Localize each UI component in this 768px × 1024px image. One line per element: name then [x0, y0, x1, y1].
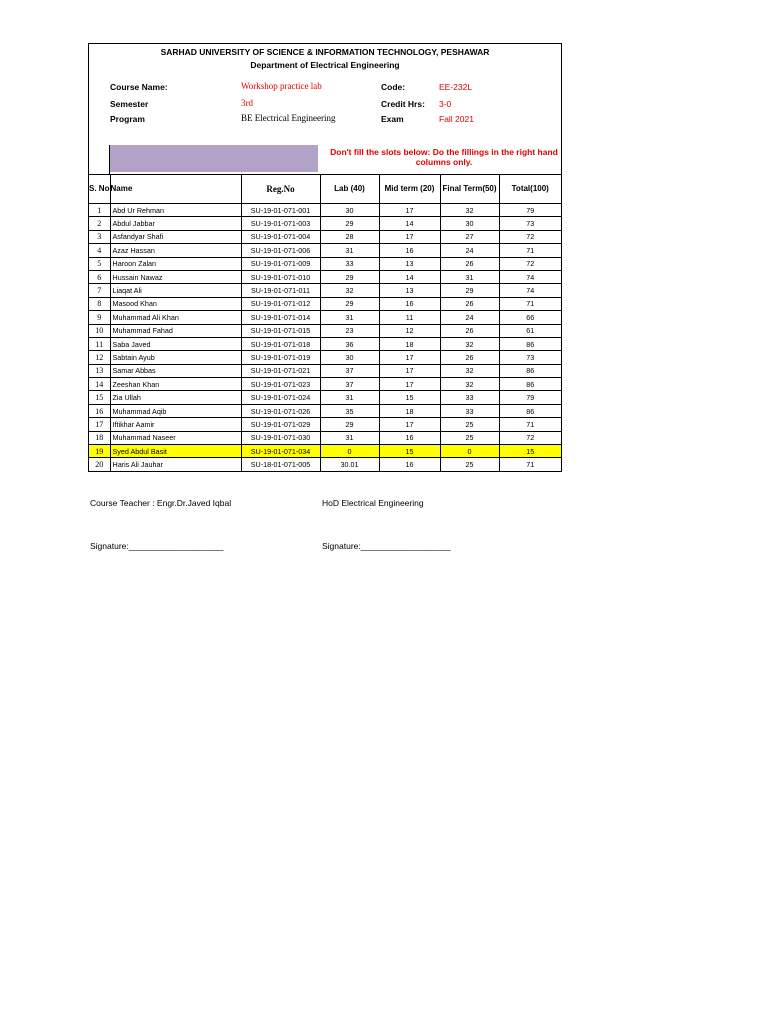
name-cell: Liaqat Ali — [110, 284, 241, 297]
sheet-header — [89, 44, 561, 175]
sno-cell: 8 — [89, 297, 110, 310]
col-header-name: Name — [110, 175, 241, 204]
divider — [109, 145, 110, 174]
table-row — [89, 324, 561, 337]
name-cell: Saba Javed — [110, 337, 241, 350]
midterm-cell: 16 — [379, 458, 440, 471]
regno-cell: SU-19-01-071-018 — [241, 337, 320, 350]
midterm-cell: 14 — [379, 217, 440, 230]
table-row — [89, 418, 561, 431]
col-header-finalterm: Final Term(50) — [440, 175, 499, 204]
sno-cell: 19 — [89, 445, 110, 458]
table-row — [89, 337, 561, 350]
course-name-label: Course Name: — [110, 82, 168, 92]
lab-cell: 23 — [320, 324, 379, 337]
midterm-cell: 13 — [379, 284, 440, 297]
name-cell: Muhammad Ali Khan — [110, 311, 241, 324]
lab-cell: 31 — [320, 311, 379, 324]
finalterm-cell: 32 — [440, 337, 499, 350]
midterm-cell: 17 — [379, 364, 440, 377]
total-cell: 74 — [499, 270, 561, 283]
name-cell: Azaz Hassan — [110, 244, 241, 257]
total-cell: 86 — [499, 378, 561, 391]
regno-cell: SU-19-01-071-021 — [241, 364, 320, 377]
midterm-cell: 13 — [379, 257, 440, 270]
lab-cell: 29 — [320, 270, 379, 283]
name-cell: Masood Khan — [110, 297, 241, 310]
finalterm-cell: 24 — [440, 311, 499, 324]
name-cell: Zia Ullah — [110, 391, 241, 404]
total-cell: 71 — [499, 418, 561, 431]
name-cell: Haroon Zalan — [110, 257, 241, 270]
name-cell: Abdul Jabbar — [110, 217, 241, 230]
midterm-cell: 11 — [379, 311, 440, 324]
finalterm-cell: 0 — [440, 445, 499, 458]
semester-value: 3rd — [241, 98, 253, 108]
regno-cell: SU-19-01-071-001 — [241, 204, 320, 217]
finalterm-cell: 25 — [440, 418, 499, 431]
midterm-cell: 17 — [379, 351, 440, 364]
midterm-cell: 15 — [379, 391, 440, 404]
exam-label: Exam — [381, 114, 404, 124]
sno-cell: 9 — [89, 311, 110, 324]
finalterm-cell: 32 — [440, 204, 499, 217]
table-row — [89, 311, 561, 324]
hod-label: HoD Electrical Engineering — [322, 498, 424, 508]
course-teacher: Course Teacher : Engr.Dr.Javed Iqbal — [90, 498, 232, 508]
lab-cell: 29 — [320, 418, 379, 431]
university-title: SARHAD UNIVERSITY OF SCIENCE & INFORMATION TECHNOLOGY, PESHAWAR — [160, 47, 490, 57]
credit-hrs-value: 3-0 — [439, 99, 452, 109]
lab-cell: 35 — [320, 404, 379, 417]
sno-cell: 7 — [89, 284, 110, 297]
lab-cell: 37 — [320, 364, 379, 377]
table-row — [89, 204, 561, 217]
lab-cell: 29 — [320, 297, 379, 310]
col-header-regno: Reg.No — [241, 175, 320, 204]
sno-cell: 6 — [89, 270, 110, 283]
col-header-sno: S. No — [89, 175, 110, 204]
midterm-cell: 17 — [379, 230, 440, 243]
regno-cell: SU-18-01-071-005 — [241, 458, 320, 471]
name-cell: Samar Abbas — [110, 364, 241, 377]
midterm-cell: 16 — [379, 244, 440, 257]
total-cell: 72 — [499, 257, 561, 270]
lab-cell: 36 — [320, 337, 379, 350]
finalterm-cell: 26 — [440, 257, 499, 270]
midterm-cell: 16 — [379, 297, 440, 310]
finalterm-cell: 30 — [440, 217, 499, 230]
name-cell: Muhammad Aqib — [110, 404, 241, 417]
total-cell: 86 — [499, 404, 561, 417]
total-cell: 72 — [499, 431, 561, 444]
finalterm-cell: 32 — [440, 378, 499, 391]
regno-cell: SU-19-01-071-010 — [241, 270, 320, 283]
fill-notice: Don't fill the slots below: Do the fillings in the right hand columns only. — [330, 147, 558, 167]
hod-signature: Signature:___________________ — [322, 541, 451, 551]
name-cell: Zeeshan Khan — [110, 378, 241, 391]
sno-cell: 3 — [89, 230, 110, 243]
total-cell: 61 — [499, 324, 561, 337]
table-row — [89, 351, 561, 364]
total-cell: 79 — [499, 391, 561, 404]
total-cell: 79 — [499, 204, 561, 217]
table-row — [89, 378, 561, 391]
department-title: Department of Electrical Engineering — [250, 60, 400, 70]
table-row — [89, 297, 561, 310]
finalterm-cell: 25 — [440, 431, 499, 444]
col-header-midterm: Mid term (20) — [379, 175, 440, 204]
finalterm-cell: 32 — [440, 364, 499, 377]
table-row — [89, 270, 561, 283]
regno-cell: SU-19-01-071-030 — [241, 431, 320, 444]
finalterm-cell: 26 — [440, 324, 499, 337]
midterm-cell: 18 — [379, 337, 440, 350]
midterm-cell: 14 — [379, 270, 440, 283]
finalterm-cell: 26 — [440, 351, 499, 364]
name-cell: Muhammad Fahad — [110, 324, 241, 337]
program-label: Program — [110, 114, 145, 124]
regno-cell: SU-19-01-071-006 — [241, 244, 320, 257]
midterm-cell: 16 — [379, 431, 440, 444]
name-cell: Sabtain Ayub — [110, 351, 241, 364]
sno-cell: 12 — [89, 351, 110, 364]
table-row — [89, 230, 561, 243]
table-row — [89, 257, 561, 270]
regno-cell: SU-19-01-071-011 — [241, 284, 320, 297]
sno-cell: 15 — [89, 391, 110, 404]
sno-cell: 13 — [89, 364, 110, 377]
midterm-cell: 17 — [379, 378, 440, 391]
course-name-value: Workshop practice lab — [241, 81, 322, 91]
regno-cell: SU-19-01-071-026 — [241, 404, 320, 417]
sno-cell: 16 — [89, 404, 110, 417]
table-row — [89, 217, 561, 230]
lab-cell: 32 — [320, 284, 379, 297]
col-header-lab: Lab (40) — [320, 175, 379, 204]
total-cell: 73 — [499, 217, 561, 230]
finalterm-cell: 26 — [440, 297, 499, 310]
sno-cell: 11 — [89, 337, 110, 350]
name-cell: Syed Abdul Basit — [110, 445, 241, 458]
col-header-total: Total(100) — [499, 175, 561, 204]
total-cell: 72 — [499, 230, 561, 243]
credit-hrs-label: Credit Hrs: — [381, 99, 425, 109]
table-header-row — [89, 175, 561, 204]
sno-cell: 4 — [89, 244, 110, 257]
regno-cell: SU-19-01-071-015 — [241, 324, 320, 337]
sno-cell: 10 — [89, 324, 110, 337]
midterm-cell: 15 — [379, 445, 440, 458]
midterm-cell: 17 — [379, 418, 440, 431]
name-cell: Asfandyar Shafi — [110, 230, 241, 243]
exam-value: Fall 2021 — [439, 114, 474, 124]
lab-cell: 33 — [320, 257, 379, 270]
sno-cell: 17 — [89, 418, 110, 431]
table-row — [89, 391, 561, 404]
lab-cell: 31 — [320, 431, 379, 444]
regno-cell: SU-19-01-071-014 — [241, 311, 320, 324]
name-cell: Muhammad Naseer — [110, 431, 241, 444]
program-value: BE Electrical Engineering — [241, 113, 336, 123]
finalterm-cell: 33 — [440, 404, 499, 417]
lab-cell: 31 — [320, 244, 379, 257]
purple-block — [110, 145, 318, 172]
sno-cell: 2 — [89, 217, 110, 230]
table-row — [89, 404, 561, 417]
regno-cell: SU-19-01-071-034 — [241, 445, 320, 458]
regno-cell: SU-19-01-071-019 — [241, 351, 320, 364]
lab-cell: 30 — [320, 204, 379, 217]
midterm-cell: 12 — [379, 324, 440, 337]
table-row — [89, 284, 561, 297]
total-cell: 71 — [499, 458, 561, 471]
table-row — [89, 431, 561, 444]
total-cell: 71 — [499, 297, 561, 310]
total-cell: 71 — [499, 244, 561, 257]
code-label: Code: — [381, 82, 406, 92]
name-cell: Hussain Nawaz — [110, 270, 241, 283]
total-cell: 15 — [499, 445, 561, 458]
lab-cell: 30.01 — [320, 458, 379, 471]
lab-cell: 37 — [320, 378, 379, 391]
lab-cell: 0 — [320, 445, 379, 458]
regno-cell: SU-19-01-071-009 — [241, 257, 320, 270]
sno-cell: 14 — [89, 378, 110, 391]
table-row — [89, 445, 561, 458]
regno-cell: SU-19-01-071-029 — [241, 418, 320, 431]
total-cell: 86 — [499, 337, 561, 350]
teacher-signature: Signature:____________________ — [90, 541, 224, 551]
lab-cell: 28 — [320, 230, 379, 243]
name-cell: Haris Ali Jauhar — [110, 458, 241, 471]
name-cell: Abd Ur Rehman — [110, 204, 241, 217]
table-row — [89, 244, 561, 257]
table-row — [89, 364, 561, 377]
finalterm-cell: 25 — [440, 458, 499, 471]
total-cell: 74 — [499, 284, 561, 297]
regno-cell: SU-19-01-071-012 — [241, 297, 320, 310]
result-sheet — [88, 43, 562, 472]
sno-cell: 20 — [89, 458, 110, 471]
regno-cell: SU-19-01-071-004 — [241, 230, 320, 243]
regno-cell: SU-19-01-071-003 — [241, 217, 320, 230]
table-row — [89, 458, 561, 471]
midterm-cell: 17 — [379, 204, 440, 217]
midterm-cell: 18 — [379, 404, 440, 417]
total-cell: 66 — [499, 311, 561, 324]
sno-cell: 18 — [89, 431, 110, 444]
finalterm-cell: 24 — [440, 244, 499, 257]
code-value: EE-232L — [439, 82, 473, 92]
finalterm-cell: 29 — [440, 284, 499, 297]
sno-cell: 5 — [89, 257, 110, 270]
finalterm-cell: 31 — [440, 270, 499, 283]
regno-cell: SU-19-01-071-024 — [241, 391, 320, 404]
lab-cell: 29 — [320, 217, 379, 230]
marks-table — [89, 175, 561, 471]
sno-cell: 1 — [89, 204, 110, 217]
lab-cell: 31 — [320, 391, 379, 404]
total-cell: 86 — [499, 364, 561, 377]
semester-label: Semester — [110, 99, 149, 109]
lab-cell: 30 — [320, 351, 379, 364]
finalterm-cell: 27 — [440, 230, 499, 243]
regno-cell: SU-19-01-071-023 — [241, 378, 320, 391]
name-cell: Iftikhar Aamir — [110, 418, 241, 431]
finalterm-cell: 33 — [440, 391, 499, 404]
total-cell: 73 — [499, 351, 561, 364]
